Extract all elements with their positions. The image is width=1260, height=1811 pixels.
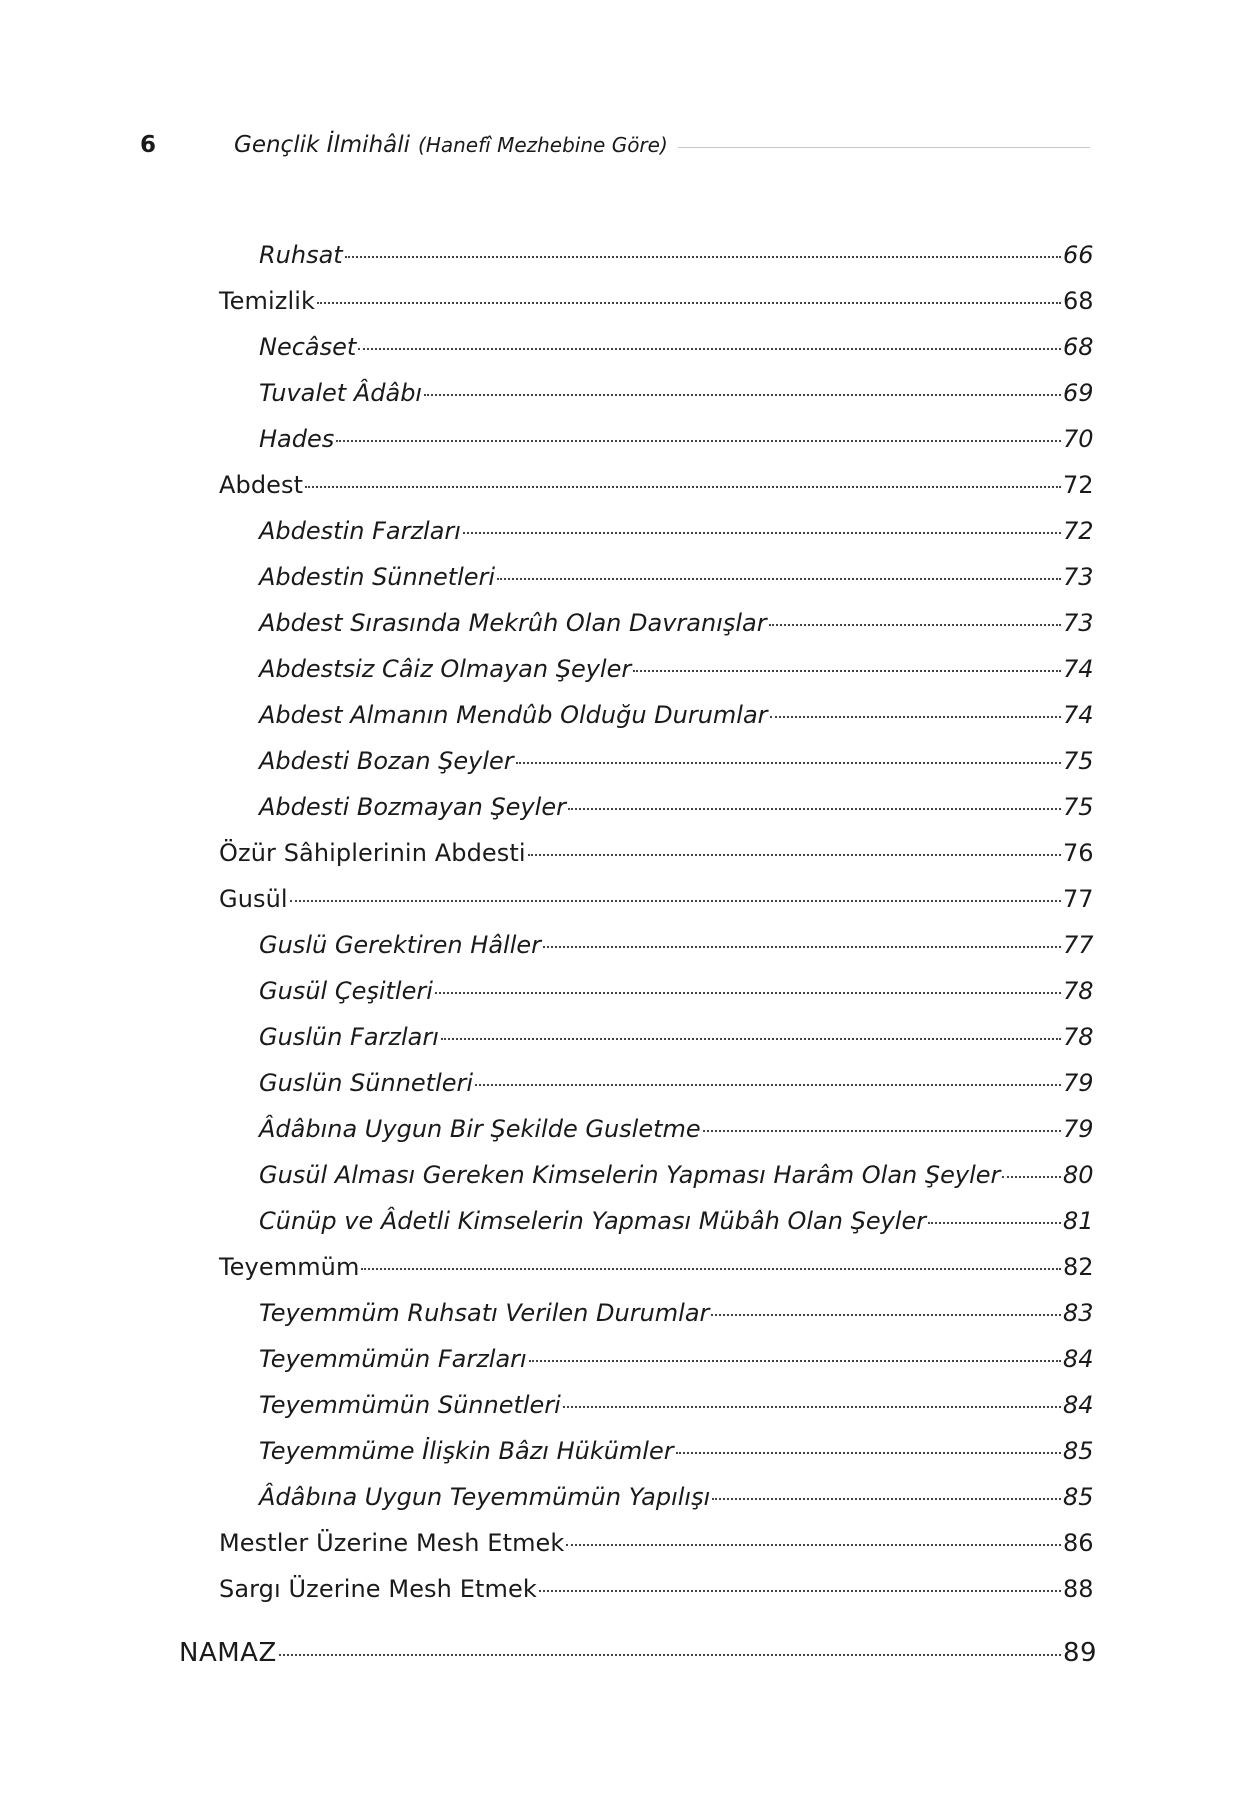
dot-leader (317, 302, 1061, 304)
dot-leader (563, 1406, 1061, 1408)
dot-leader (529, 1360, 1061, 1362)
dot-leader (463, 532, 1061, 534)
toc-entry-title: NAMAZ (179, 1638, 277, 1668)
dot-leader (345, 256, 1061, 258)
dot-leader (566, 1544, 1061, 1546)
dot-leader (712, 1498, 1061, 1500)
toc-entry-page: 82 (1063, 1253, 1094, 1281)
toc-entry (0, 470, 1260, 500)
toc-entry-title: Âdâbına Uygun Teyemmümün Yapılışı (259, 1483, 711, 1511)
toc-entry-title: Abdest (219, 471, 304, 499)
toc-entry-title: Abdest Almanın Mendûb Olduğu Durumlar (259, 701, 768, 729)
toc-entry-title: Özür Sâhiplerinin Abdesti (219, 839, 526, 867)
toc-entry-page: 75 (1063, 747, 1094, 775)
toc-entry-page: 79 (1063, 1069, 1094, 1097)
toc-entry-title: Teyemmümün Farzları (259, 1345, 527, 1373)
running-header (140, 132, 1090, 164)
header-rule (678, 147, 1090, 148)
toc-entry-page: 70 (1063, 425, 1094, 453)
toc-entry-page: 81 (1063, 1207, 1094, 1235)
dot-leader (435, 992, 1061, 994)
toc-entry-page: 85 (1063, 1437, 1094, 1465)
toc-entry-title: Teyemmüme İlişkin Bâzı Hükümler (259, 1437, 674, 1465)
toc-entry-title: Guslün Sünnetleri (259, 1069, 474, 1097)
toc-entry-title: Abdestin Sünnetleri (259, 563, 496, 591)
dot-leader (497, 578, 1061, 580)
toc-entry-page: 88 (1063, 1575, 1094, 1603)
toc-entry-page: 66 (1063, 241, 1094, 269)
toc-entry (0, 286, 1260, 316)
toc-entry-page: 84 (1063, 1391, 1094, 1419)
book-subtitle: (Hanefî Mezhebine Göre) (418, 133, 668, 157)
dot-leader (441, 1038, 1061, 1040)
dot-leader (770, 716, 1061, 718)
toc-entry-title: Abdest Sırasında Mekrûh Olan Davranışlar (259, 609, 767, 637)
dot-leader (711, 1314, 1061, 1316)
dot-leader (633, 670, 1061, 672)
toc-entry-title: Guslü Gerektiren Hâller (259, 931, 541, 959)
toc-entry-title: Cünüp ve Âdetli Kimselerin Yapması Mübâh Olan Şeyler (259, 1207, 927, 1235)
toc-entry (0, 240, 1260, 270)
dot-leader (543, 946, 1061, 948)
dot-leader (475, 1084, 1061, 1086)
toc-entry (0, 700, 1260, 730)
toc-entry (0, 1160, 1260, 1190)
toc-entry (0, 1574, 1260, 1604)
toc-entry-page: 73 (1063, 609, 1094, 637)
toc-entry (0, 516, 1260, 546)
toc-entry-page: 77 (1063, 931, 1094, 959)
toc-entry (0, 930, 1260, 960)
toc-entry (0, 1436, 1260, 1466)
toc-entry-title: Gusül Alması Gereken Kimselerin Yapması Harâm Olan Şeyler (259, 1161, 1001, 1189)
page-number: 6 (140, 132, 157, 158)
toc-entry-page: 75 (1063, 793, 1094, 821)
dot-leader (928, 1222, 1061, 1224)
toc-entry-page: 79 (1063, 1115, 1094, 1143)
toc-entry-title: Tuvalet Âdâbı (259, 379, 423, 407)
toc-entry (0, 654, 1260, 684)
toc-entry (0, 1482, 1260, 1512)
dot-leader (568, 808, 1061, 810)
toc-entry-title: Teyemmüm (219, 1253, 360, 1281)
toc-entry (0, 1068, 1260, 1098)
toc-entry (0, 976, 1260, 1006)
toc-entry-title: Abdesti Bozmayan Şeyler (259, 793, 566, 821)
toc-entry (0, 838, 1260, 868)
toc-entry-title: Ruhsat (259, 241, 343, 269)
toc-entry-title: Gusül (219, 885, 288, 913)
toc-entry-page: 76 (1063, 839, 1094, 867)
toc-entry-title: Teyemmümün Sünnetleri (259, 1391, 561, 1419)
toc-entry-page: 77 (1063, 885, 1094, 913)
toc-entry-title: Âdâbına Uygun Bir Şekilde Gusletme (259, 1115, 701, 1143)
toc-entry-title: Abdestsiz Câiz Olmayan Şeyler (259, 655, 632, 683)
toc-entry (0, 1638, 1260, 1668)
toc-entry-page: 72 (1063, 471, 1094, 499)
toc-entry-page: 78 (1063, 1023, 1094, 1051)
dot-leader (703, 1130, 1061, 1132)
dot-leader (539, 1590, 1061, 1592)
toc-entry-title: Sargı Üzerine Mesh Etmek (219, 1575, 537, 1603)
dot-leader (361, 1268, 1061, 1270)
toc-entry (0, 1114, 1260, 1144)
toc-entry (0, 424, 1260, 454)
toc-entry-page: 83 (1063, 1299, 1094, 1327)
dot-leader (516, 762, 1061, 764)
toc-entry-title: Temizlik (219, 287, 316, 315)
toc-entry-title: Hades (259, 425, 335, 453)
toc-entry-page: 85 (1063, 1483, 1094, 1511)
toc-entry (0, 1298, 1260, 1328)
dot-leader (528, 854, 1061, 856)
toc-entry-title: Abdestin Farzları (259, 517, 461, 545)
toc-entry-page: 89 (1063, 1638, 1098, 1668)
toc-entry (0, 562, 1260, 592)
toc-entry (0, 1390, 1260, 1420)
toc-entry-title: Abdesti Bozan Şeyler (259, 747, 514, 775)
toc-entry-page: 72 (1063, 517, 1094, 545)
toc-entry (0, 1252, 1260, 1282)
toc-entry (0, 1022, 1260, 1052)
toc-entry-page: 74 (1063, 701, 1094, 729)
dot-leader (769, 624, 1061, 626)
dot-leader (424, 394, 1061, 396)
toc-entry (0, 1528, 1260, 1558)
toc-entry (0, 1206, 1260, 1236)
toc-entry (0, 792, 1260, 822)
toc-entry (0, 608, 1260, 638)
toc-entry-page: 86 (1063, 1529, 1094, 1557)
toc-entry-page: 78 (1063, 977, 1094, 1005)
toc-entry-title: Necâset (259, 333, 357, 361)
dot-leader (279, 1654, 1061, 1656)
toc-entry (0, 1344, 1260, 1374)
dot-leader (358, 348, 1061, 350)
dot-leader (290, 900, 1061, 902)
toc-entry-title: Gusül Çeşitleri (259, 977, 433, 1005)
toc-entry (0, 746, 1260, 776)
toc-entry-page: 68 (1063, 287, 1094, 315)
toc-entry-page: 84 (1063, 1345, 1094, 1373)
toc-entry-page: 69 (1063, 379, 1094, 407)
toc-entry-title: Guslün Farzları (259, 1023, 439, 1051)
toc-entry (0, 378, 1260, 408)
dot-leader (676, 1452, 1061, 1454)
book-title: Gençlik İlmihâli (234, 132, 411, 158)
toc-entry-title: Mestler Üzerine Mesh Etmek (219, 1529, 565, 1557)
toc-entry-page: 73 (1063, 563, 1094, 591)
dot-leader (336, 440, 1061, 442)
toc-entry-page: 68 (1063, 333, 1094, 361)
toc-entry (0, 884, 1260, 914)
toc-entry-page: 80 (1063, 1161, 1094, 1189)
dot-leader (305, 486, 1061, 488)
dot-leader (1002, 1176, 1061, 1178)
toc-entry-page: 74 (1063, 655, 1094, 683)
toc-entry (0, 332, 1260, 362)
toc-entry-title: Teyemmüm Ruhsatı Verilen Durumlar (259, 1299, 710, 1327)
